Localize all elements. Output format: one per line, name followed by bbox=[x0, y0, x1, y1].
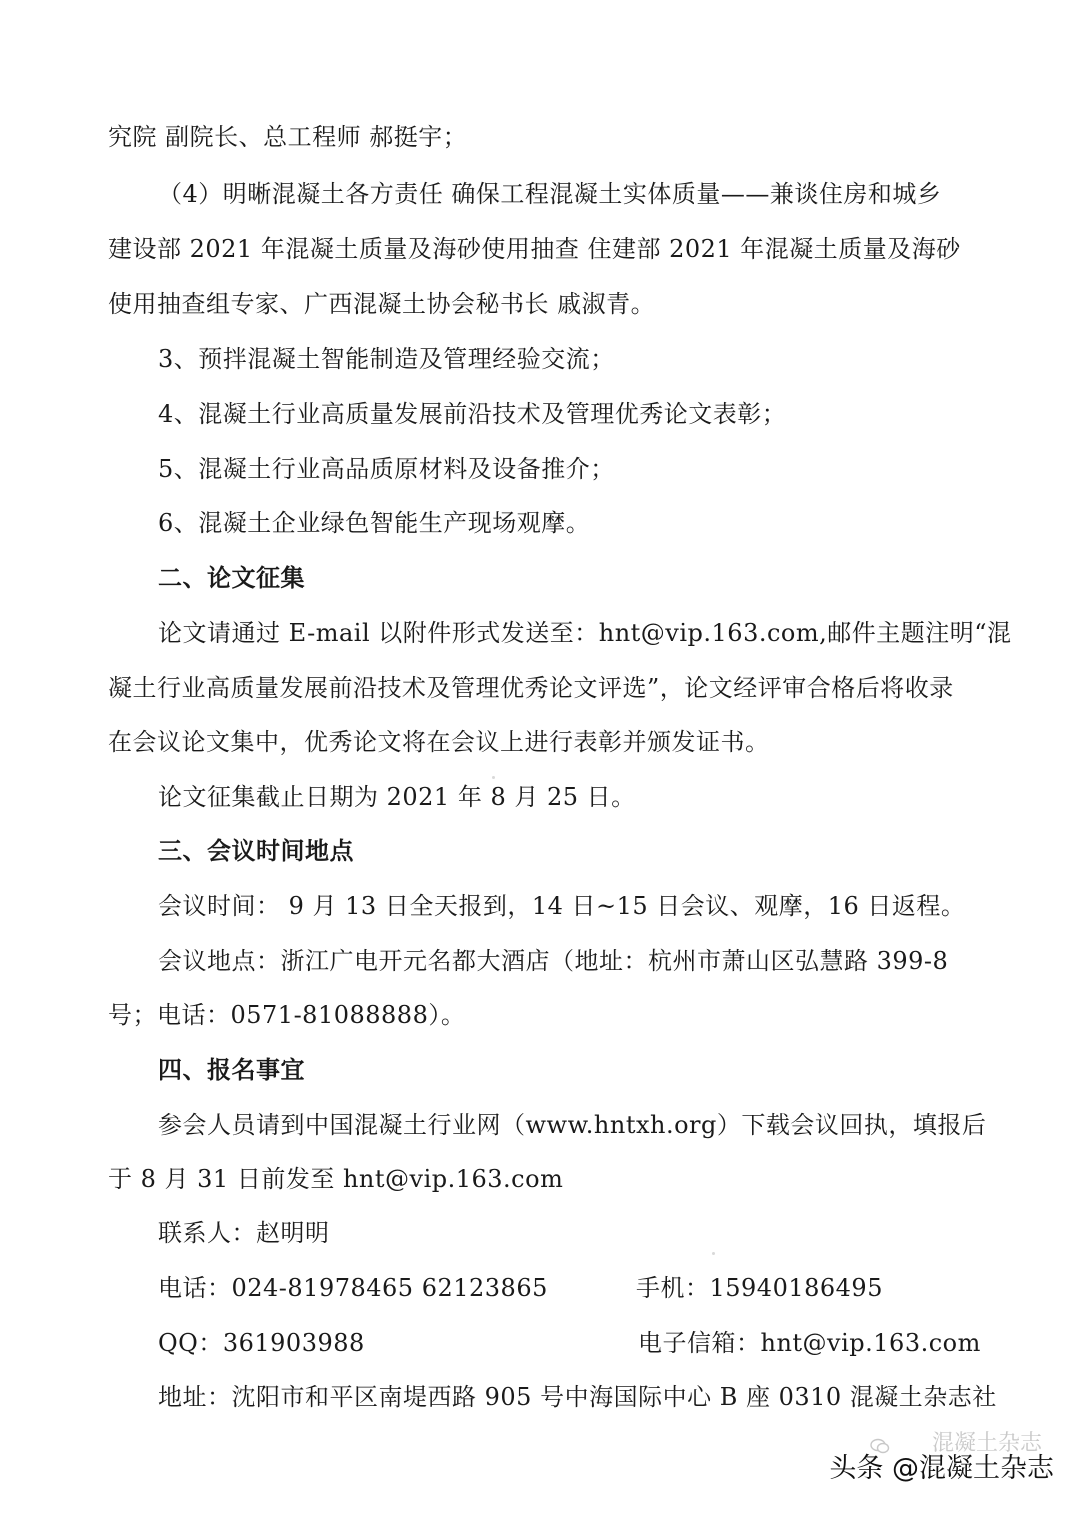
paragraph-line: 凝土行业高质量发展前沿技术及管理优秀论文评选”，论文经评审合格后将收录 bbox=[108, 674, 954, 702]
text-line: 究院 副院长、总工程师 郝挺宇； bbox=[108, 123, 468, 151]
contact-email: 电子信箱：hnt@vip.163.com bbox=[638, 1329, 981, 1357]
paragraph-line: 于 8 月 31 日前发至 hnt@vip.163.com bbox=[108, 1165, 564, 1193]
paragraph-line: 号；电话：0571-81088888）。 bbox=[108, 1001, 466, 1029]
contact-mobile: 手机：15940186495 bbox=[636, 1274, 883, 1302]
contact-qq: QQ：361903988 bbox=[158, 1329, 365, 1357]
paragraph-line: 会议时间： 9 月 13 日全天报到，14 日~15 日会议、观摩，16 日返程。 bbox=[158, 892, 966, 920]
paragraph-line: 在会议论文集中，优秀论文将在会议上进行表彰并颁发证书。 bbox=[108, 728, 770, 756]
contact-person: 联系人：赵明明 bbox=[158, 1219, 330, 1247]
text-line: 建设部 2021 年混凝土质量及海砂使用抽查 住建部 2021 年混凝土质量及海砂 bbox=[108, 235, 961, 263]
list-item: 6、混凝土企业绿色智能生产现场观摩。 bbox=[158, 509, 591, 537]
list-item: 4、混凝土行业高质量发展前沿技术及管理优秀论文表彰； bbox=[158, 400, 787, 428]
section-heading: 四、报名事宜 bbox=[158, 1056, 305, 1084]
section-heading: 三、会议时间地点 bbox=[158, 837, 354, 865]
contact-phone: 电话：024-81978465 62123865 bbox=[158, 1274, 548, 1302]
watermark-faded: 混凝土杂志 bbox=[931, 1431, 1042, 1456]
watermark-toutiao: 头条 @混凝土杂志 bbox=[829, 1453, 1054, 1484]
paragraph-line: 论文征集截止日期为 2021 年 8 月 25 日。 bbox=[158, 783, 636, 811]
paragraph-line: 会议地点：浙江广电开元名都大酒店（地址：杭州市萧山区弘慧路 399-8 bbox=[158, 947, 949, 975]
contact-address: 地址：沈阳市和平区南堤西路 905 号中海国际中心 B 座 0310 混凝土杂志社 bbox=[158, 1383, 997, 1411]
list-item: 5、混凝土行业高品质原材料及设备推介； bbox=[158, 455, 615, 483]
list-item: 3、预拌混凝土智能制造及管理经验交流； bbox=[158, 345, 615, 373]
paragraph-line: 参会人员请到中国混凝土行业网（www.hntxh.org）下载会议回执，填报后 bbox=[158, 1111, 987, 1139]
paragraph-line: 论文请通过 E-mail 以附件形式发送至：hnt@vip.163.com,邮件主题注明“混 bbox=[158, 619, 1012, 647]
section-heading: 二、论文征集 bbox=[158, 564, 305, 592]
scan-speck bbox=[492, 776, 495, 779]
scan-speck bbox=[712, 1252, 715, 1255]
text-line: 使用抽查组专家、广西混凝土协会秘书长 戚淑青。 bbox=[108, 290, 656, 318]
text-line: （4）明晰混凝土各方责任 确保工程混凝土实体质量——兼谈住房和城乡 bbox=[158, 180, 942, 208]
